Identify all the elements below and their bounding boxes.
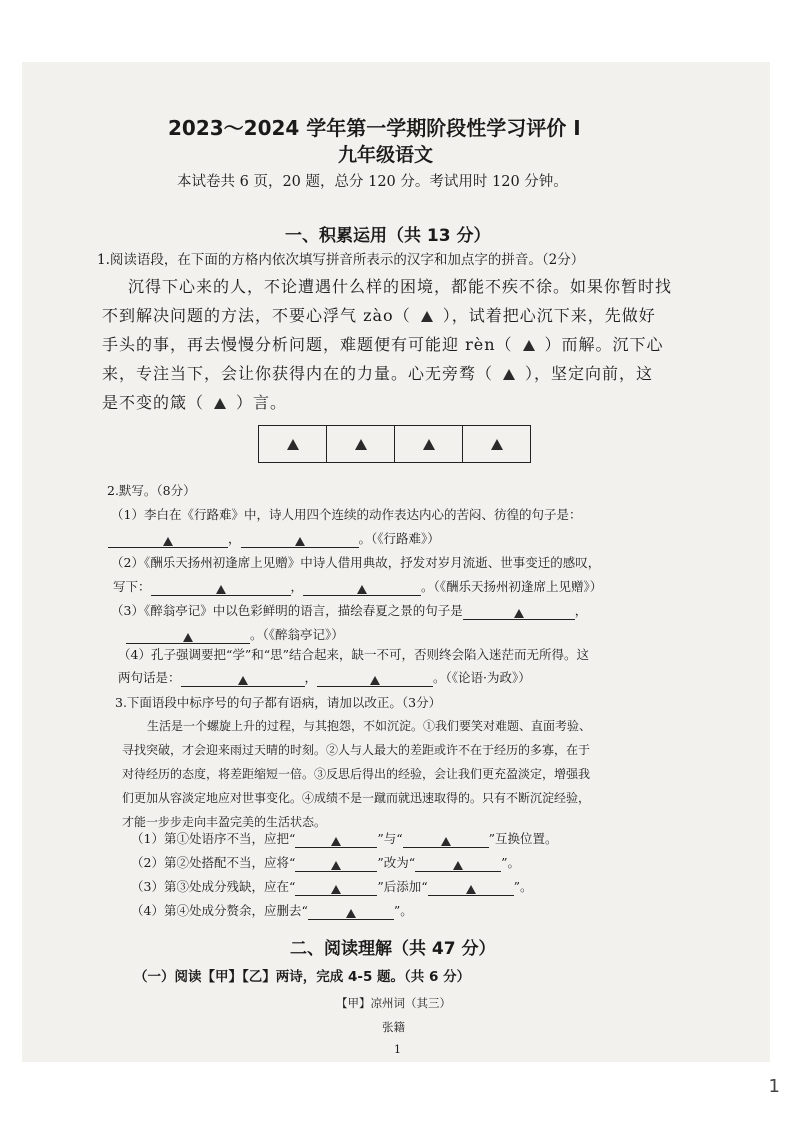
q2-prompt: 2.默写。（8分） [107, 483, 196, 498]
fill-blank[interactable] [308, 905, 394, 920]
exam-subtitle: 九年级语文 [338, 144, 434, 166]
page-number: 1 [768, 1076, 780, 1097]
fill-blank[interactable] [151, 581, 291, 596]
q2-item4-source: 。（《论语·为政》） [433, 670, 531, 685]
q3-a2-pre: （2）第②处搭配不当，应将“ [131, 855, 296, 870]
q2-item1-answer: ， 。（《行路难》） [108, 529, 440, 548]
q3-a4-post: ”。 [393, 903, 413, 918]
q3-answer-2 [131, 853, 520, 872]
fill-blank[interactable] [295, 857, 377, 872]
fill-blank[interactable] [317, 672, 433, 687]
poem-title: 【甲】凉州词（其三） [336, 996, 451, 1010]
q1-line-3-b: ）而解。沉下心 [544, 335, 664, 354]
q1-line-2-b: ），试着把心沉下来，先做好 [442, 306, 656, 325]
q1-prompt: 1.阅读语段，在下面的方格内依次填写拼音所表示的汉字和加点字的拼音。（2分） [97, 252, 585, 268]
q3-a2-post: ”。 [501, 855, 521, 870]
q2-item3-answer [126, 625, 344, 644]
q2-item2-lead: 写下： [113, 579, 151, 594]
q2-item3-text: （3）《醉翁亭记》中以色彩鲜明的语言，描绘春夏之景的句子是 ， [111, 603, 588, 618]
q3-para-line-1: 生活是一个螺旋上升的过程，与其抱怨，不如沉淀。①我们要笑对难题、直面考验、 [147, 719, 592, 733]
fill-blank[interactable] [428, 881, 514, 896]
q1-line-5 [102, 390, 287, 413]
fill-blank[interactable] [403, 833, 489, 848]
q3-a1-post: ”互换位置。 [488, 831, 558, 846]
q3-a2-mid: ”改为“ [377, 855, 416, 870]
fill-blank[interactable] [295, 881, 377, 896]
fill-blank[interactable] [303, 581, 421, 596]
q3-para-line-5: 才能一步步走向丰盈完美的生活状态。 [122, 815, 327, 829]
fill-blank[interactable] [181, 672, 305, 687]
q1-line-1-text: 沉得下心来的人，不论遭遇什么样的困境，都能不疾不徐。如果你暂时找 [128, 277, 673, 296]
fill-blank[interactable] [108, 533, 228, 548]
q2-item4-answer: 两句话是： ， 。（《论语·为政》） [118, 670, 531, 685]
q2-item2-text: （2）《酬乐天扬州初逢席上见赠》中诗人借用典故，抒发对岁月流逝、世事变迁的感叹， [111, 555, 601, 570]
exam-info: 本试卷共 6 页，20 题，总分 120 分。考试用时 120 分钟。 [177, 174, 568, 190]
q2-item3-source: 。（《醉翁亭记》） [250, 627, 344, 642]
answer-cell-1[interactable] [259, 426, 326, 462]
q2-item3-prompt: （3）《醉翁亭记》中以色彩鲜明的语言，描绘春夏之景的句子是 [111, 603, 463, 618]
fill-blank[interactable] [126, 629, 250, 644]
answer-marker-icon [355, 439, 367, 450]
fill-blank[interactable] [415, 857, 501, 872]
q1-line-2-a: 不到解决问题的方法，不要心浮气 zào（ [102, 306, 411, 325]
answer-marker-icon [493, 364, 525, 383]
q1-line-3-a: 手头的事，再去慢慢分析问题，难题便有可能迎 rèn（ [102, 335, 513, 354]
q2-item2-source: 。（《酬乐天扬州初逢席上见赠》） [421, 579, 603, 594]
q3-a1-mid: ”与“ [377, 831, 403, 846]
q1-line-5-b: ）言。 [236, 393, 288, 412]
answer-marker-icon [411, 306, 443, 325]
q3-para-line-3: 对待经历的态度，将差距缩短一倍。③反思后得出的经验，会让我们更充盈淡定，增强我 [122, 767, 591, 781]
answer-marker-icon [287, 439, 299, 450]
answer-marker-icon [204, 393, 236, 412]
answer-cell-3[interactable] [394, 426, 462, 462]
q1-line-1 [128, 274, 672, 297]
exam-title: 2023～2024 学年第一学期阶段性学习评价 Ⅰ [168, 116, 581, 140]
q3-a1-pre: （1）第①处语序不当，应把“ [131, 831, 296, 846]
sheet-page-number: 1 [394, 1043, 401, 1056]
q1-line-4-b: ），坚定向前，这 [525, 364, 654, 383]
q3-para-line-2: 寻找突破，才会迎来雨过天晴的时刻。②人与人最大的差距或许不在于经历的多寡，在于 [122, 743, 591, 757]
q2-item4-lead: 两句话是： [118, 670, 181, 685]
answer-marker-icon [491, 439, 503, 450]
q2-item4-text: （4）孔子强调要把“学”和“思”结合起来，缺一不可，否则终会陷入迷茫而无所得。这 [118, 647, 590, 662]
q2-item1-source: 。（《行路难》） [358, 531, 440, 546]
poem-author: 张籍 [382, 1020, 405, 1034]
answer-cell-4[interactable] [462, 426, 530, 462]
q1-line-4 [102, 361, 653, 384]
q1-line-3 [102, 332, 664, 355]
section-heading-2: 二、阅读理解（共 47 分） [290, 939, 496, 959]
q3-answer-4 [131, 901, 413, 920]
reading-instruction: （一）阅读【甲】【乙】两诗，完成 4-5 题。（共 6 分） [134, 969, 471, 985]
q1-line-2 [102, 303, 656, 326]
q3-answer-1 [131, 829, 558, 848]
section-heading-1: 一、积累运用（共 13 分） [285, 226, 491, 246]
fill-blank[interactable] [295, 833, 377, 848]
q2-item2-answer: 写下： ， 。（《酬乐天扬州初逢席上见赠》） [113, 579, 603, 594]
answer-marker-icon [423, 439, 435, 450]
q3-prompt: 3.下面语段中标序号的句子都有语病，请加以改正。（3分） [115, 695, 442, 710]
q3-a3-post: ”。 [513, 879, 533, 894]
q2-item1-text: （1）李白在《行路难》中，诗人用四个连续的动作表达内心的苦闷、彷徨的句子是： [111, 507, 582, 522]
q3-answer-3 [131, 877, 533, 896]
q3-a3-pre: （3）第③处成分残缺，应在“ [131, 879, 296, 894]
q3-a3-mid: ”后添加“ [377, 879, 428, 894]
q3-a4-pre: （4）第④处成分赘余，应删去“ [131, 903, 308, 918]
answer-cell-2[interactable] [326, 426, 394, 462]
q1-line-5-a: 是不变的箴（ [102, 393, 205, 412]
q3-para-line-4: 们更加从容淡定地应对世事变化。④成绩不是一蹴而就迅速取得的。只有不断沉淀经验， [122, 791, 591, 805]
fill-blank[interactable] [463, 605, 575, 620]
q1-line-4-a: 来，专注当下，会让你获得内在的力量。心无旁骛（ [102, 364, 494, 383]
answer-marker-icon [513, 335, 545, 354]
fill-blank[interactable] [241, 533, 359, 548]
answer-grid [258, 425, 531, 463]
